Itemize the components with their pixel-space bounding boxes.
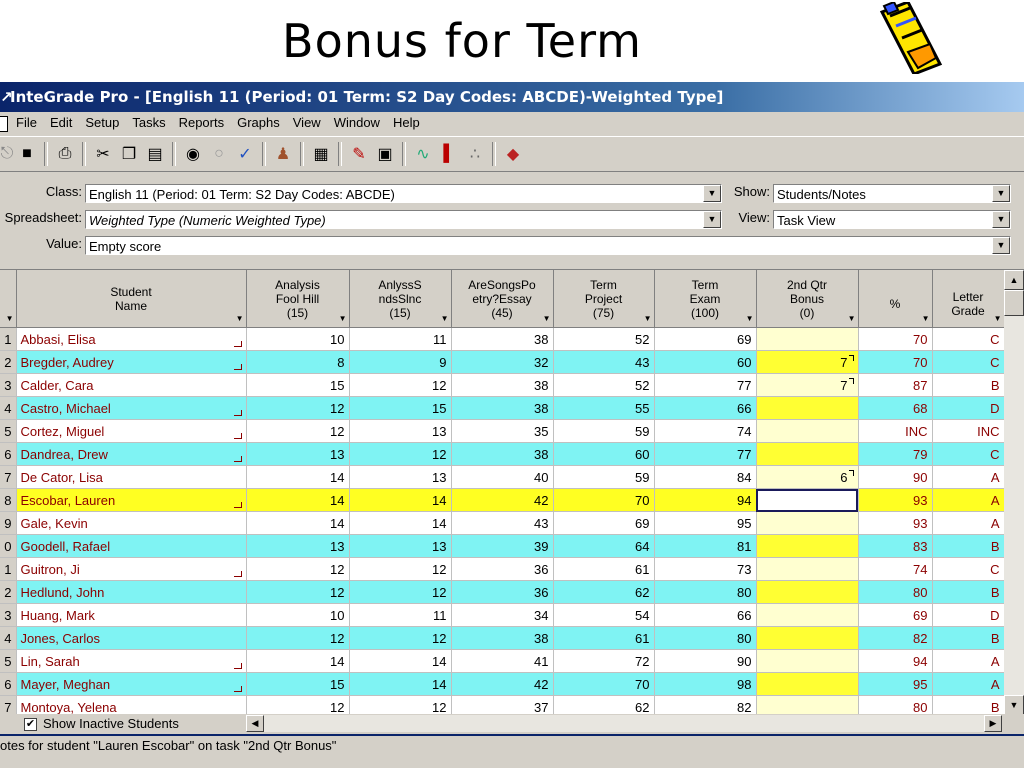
student-name-cell[interactable]: Guitron, Ji <box>16 558 246 581</box>
row-number: 1 <box>0 558 16 581</box>
paste-icon[interactable]: ▤ <box>147 146 163 163</box>
spreadsheet-value: Weighted Type (Numeric Weighted Type) <box>89 213 326 228</box>
toolbar <box>0 136 1024 172</box>
eraser-icon[interactable]: ◆ <box>506 146 520 163</box>
row-number: 6 <box>0 443 16 466</box>
score-cell-term-project[interactable]: 54 <box>553 604 654 627</box>
open-icon[interactable]: ⎋ <box>0 145 14 162</box>
letter-grade-cell: C <box>932 351 1004 374</box>
letter-grade-cell: B <box>932 581 1004 604</box>
window-titlebar[interactable] <box>0 82 1024 112</box>
score-cell-analysis-fool-hill[interactable]: 12 <box>246 397 349 420</box>
score-cell-anlyss-sndsslnc[interactable]: 12 <box>349 581 451 604</box>
score-cell-are-songs-poetry-essay[interactable]: 38 <box>451 627 553 650</box>
scatter-graph-icon[interactable]: ∴ <box>469 146 481 163</box>
percent-cell: 87 <box>858 374 932 397</box>
score-cell-2nd-qtr-bonus[interactable] <box>756 512 858 535</box>
score-cell-2nd-qtr-bonus[interactable] <box>756 397 858 420</box>
score-cell-are-songs-poetry-essay[interactable]: 32 <box>451 351 553 374</box>
percent-cell: 68 <box>858 397 932 420</box>
score-cell-anlyss-sndsslnc[interactable]: 14 <box>349 673 451 696</box>
column-header-term-exam[interactable]: Term Exam (100) ▼ <box>654 270 756 328</box>
find-icon[interactable]: ◉ <box>186 146 200 163</box>
letter-grade-cell: C <box>932 328 1004 351</box>
table-row[interactable] <box>0 397 1004 420</box>
show-value: Students/Notes <box>777 187 866 202</box>
menu-window[interactable]: Window <box>333 115 380 130</box>
row-number: 2 <box>0 351 16 374</box>
column-header-term-project[interactable]: Term Project (75) ▼ <box>553 270 654 328</box>
score-cell-term-exam[interactable]: 66 <box>654 397 756 420</box>
letter-grade-cell: B <box>932 374 1004 397</box>
score-cell-anlyss-sndsslnc[interactable]: 14 <box>349 489 451 512</box>
copy-icon[interactable]: ❐ <box>121 146 137 163</box>
toolbar-separator <box>300 142 304 166</box>
student-name-cell[interactable]: Lin, Sarah <box>16 650 246 673</box>
score-cell-are-songs-poetry-essay[interactable]: 36 <box>451 581 553 604</box>
note-indicator-icon <box>234 456 242 462</box>
table-row[interactable] <box>0 535 1004 558</box>
score-cell-are-songs-poetry-essay[interactable]: 42 <box>451 489 553 512</box>
note-indicator-icon <box>234 502 242 508</box>
score-cell-term-project[interactable]: 59 <box>553 466 654 489</box>
column-header-analysis-fool-hill[interactable]: Analysis Fool Hill (15) ▼ <box>246 270 349 328</box>
letter-grade-cell: D <box>932 604 1004 627</box>
grid-icon[interactable]: ▦ <box>313 146 329 163</box>
table-row[interactable] <box>0 443 1004 466</box>
score-cell-anlyss-sndsslnc[interactable]: 12 <box>349 443 451 466</box>
column-header-letter-grade[interactable]: Letter Grade ▼ <box>932 270 1004 328</box>
score-cell-2nd-qtr-bonus[interactable] <box>756 420 858 443</box>
students-icon[interactable]: ♟ <box>275 146 291 163</box>
table-row[interactable] <box>0 673 1004 696</box>
class-label: Class: <box>45 184 82 199</box>
score-cell-analysis-fool-hill[interactable]: 15 <box>246 673 349 696</box>
score-cell-analysis-fool-hill[interactable]: 12 <box>246 420 349 443</box>
status-bar <box>0 734 1024 756</box>
score-cell-2nd-qtr-bonus[interactable] <box>756 558 858 581</box>
score-cell-are-songs-poetry-essay[interactable]: 38 <box>451 443 553 466</box>
menu-graphs[interactable]: Graphs <box>237 115 280 130</box>
table-row[interactable] <box>0 466 1004 489</box>
student-name-cell[interactable]: Calder, Cara <box>16 374 246 397</box>
app-icon: ↗ <box>0 88 13 106</box>
score-cell-analysis-fool-hill[interactable]: 14 <box>246 512 349 535</box>
score-cell-2nd-qtr-bonus[interactable] <box>756 489 858 512</box>
table-row[interactable] <box>0 351 1004 374</box>
table-row[interactable] <box>0 627 1004 650</box>
sort-arrow-icon: ▼ <box>235 314 244 323</box>
chevron-down-icon[interactable]: ▼ <box>703 185 721 202</box>
class-combo[interactable] <box>85 184 722 203</box>
column-header-are-songs-poetry-essay[interactable]: AreSongsPo etry?Essay (45) ▼ <box>451 270 553 328</box>
percent-cell: 93 <box>858 489 932 512</box>
score-cell-term-project[interactable]: 43 <box>553 351 654 374</box>
score-cell-term-project[interactable]: 60 <box>553 443 654 466</box>
score-cell-2nd-qtr-bonus[interactable] <box>756 443 858 466</box>
table-row[interactable] <box>0 581 1004 604</box>
slide-title: Bonus for Term <box>282 14 642 68</box>
score-cell-anlyss-sndsslnc[interactable]: 14 <box>349 512 451 535</box>
note-indicator-icon <box>234 364 242 370</box>
column-header-student-name[interactable]: Student Name ▼ <box>16 270 246 328</box>
student-name-cell[interactable]: Huang, Mark <box>16 604 246 627</box>
menu-bar <box>0 112 1024 134</box>
sort-arrow-icon: ▼ <box>921 314 930 323</box>
score-cell-2nd-qtr-bonus[interactable]: 7 <box>756 351 858 374</box>
score-cell-anlyss-sndsslnc[interactable]: 9 <box>349 351 451 374</box>
student-name-cell[interactable]: Goodell, Rafael <box>16 535 246 558</box>
score-cell-term-exam[interactable]: 82 <box>654 696 756 719</box>
percent-cell: 82 <box>858 627 932 650</box>
score-cell-are-songs-poetry-essay[interactable]: 38 <box>451 397 553 420</box>
toolbar-separator <box>402 142 406 166</box>
new-task-icon[interactable]: ✎ <box>352 146 366 163</box>
table-row[interactable] <box>0 328 1004 351</box>
find-next-icon[interactable]: ○ <box>214 145 224 162</box>
score-cell-analysis-fool-hill[interactable]: 13 <box>246 535 349 558</box>
column-header-anlyss-sndsslnc[interactable]: AnlyssS ndsSlnc (15) ▼ <box>349 270 451 328</box>
score-cell-are-songs-poetry-essay[interactable]: 38 <box>451 374 553 397</box>
letter-grade-cell: B <box>932 535 1004 558</box>
document-icon[interactable] <box>0 116 8 132</box>
sort-arrow-icon: ▼ <box>440 314 449 323</box>
selector-panel <box>0 180 1024 266</box>
comment-indicator-icon <box>849 355 854 361</box>
score-cell-analysis-fool-hill[interactable]: 14 <box>246 489 349 512</box>
chevron-down-icon[interactable]: ▼ <box>992 211 1010 228</box>
bar-graph-icon[interactable]: ▌ <box>443 145 455 162</box>
letter-grade-cell: A <box>932 466 1004 489</box>
table-row[interactable] <box>0 558 1004 581</box>
student-name-cell[interactable]: Montoya, Yelena <box>16 696 246 719</box>
student-name-cell[interactable]: De Cator, Lisa <box>16 466 246 489</box>
score-cell-term-project[interactable]: 72 <box>553 650 654 673</box>
menu-file[interactable]: File <box>16 115 37 130</box>
toolbar-separator <box>172 142 176 166</box>
student-name-cell[interactable]: Bregder, Audrey <box>16 351 246 374</box>
row-number: 5 <box>0 650 16 673</box>
score-cell-are-songs-poetry-essay[interactable]: 34 <box>451 604 553 627</box>
spell-check-icon[interactable]: ✓ <box>238 146 252 163</box>
score-cell-analysis-fool-hill[interactable]: 8 <box>246 351 349 374</box>
letter-grade-cell: A <box>932 512 1004 535</box>
score-cell-analysis-fool-hill[interactable]: 12 <box>246 581 349 604</box>
score-cell-are-songs-poetry-essay[interactable]: 40 <box>451 466 553 489</box>
note-indicator-icon <box>234 663 242 669</box>
score-cell-term-exam[interactable]: 98 <box>654 673 756 696</box>
score-cell-anlyss-sndsslnc[interactable]: 15 <box>349 397 451 420</box>
row-number: 4 <box>0 627 16 650</box>
window-title: InteGrade Pro - [English 11 (Period: 01 Term: S2 Day Codes: ABCDE)-Weighted Type] <box>10 88 724 106</box>
letter-grade-cell: INC <box>932 420 1004 443</box>
score-cell-term-exam[interactable]: 95 <box>654 512 756 535</box>
score-cell-2nd-qtr-bonus[interactable] <box>756 604 858 627</box>
value-label: Value: <box>46 236 82 251</box>
student-name-cell[interactable]: Gale, Kevin <box>16 512 246 535</box>
score-cell-term-exam[interactable]: 77 <box>654 374 756 397</box>
percent-cell: 74 <box>858 558 932 581</box>
score-cell-2nd-qtr-bonus[interactable]: 6 <box>756 466 858 489</box>
value-value: Empty score <box>89 239 162 254</box>
score-cell-anlyss-sndsslnc[interactable]: 12 <box>349 696 451 719</box>
sort-arrow-icon: ▼ <box>847 314 856 323</box>
edit-task-icon[interactable]: ▣ <box>377 146 393 163</box>
toolbar-separator <box>492 142 496 166</box>
percent-cell: 80 <box>858 581 932 604</box>
score-cell-term-project[interactable]: 52 <box>553 374 654 397</box>
sort-arrow-icon: ▼ <box>745 314 754 323</box>
score-cell-term-exam[interactable]: 80 <box>654 627 756 650</box>
score-cell-2nd-qtr-bonus[interactable] <box>756 581 858 604</box>
percent-cell: 94 <box>858 650 932 673</box>
comment-indicator-icon <box>849 470 854 476</box>
letter-grade-cell: C <box>932 558 1004 581</box>
score-cell-term-exam[interactable]: 94 <box>654 489 756 512</box>
score-cell-term-exam[interactable]: 60 <box>654 351 756 374</box>
checkbox-check-icon[interactable]: ✔ <box>25 718 36 731</box>
percent-cell: 70 <box>858 328 932 351</box>
score-cell-2nd-qtr-bonus[interactable] <box>756 627 858 650</box>
view-label: View: <box>738 210 770 225</box>
table-row[interactable] <box>0 489 1004 512</box>
line-graph-icon[interactable]: ∿ <box>416 146 430 163</box>
row-number: 1 <box>0 328 16 351</box>
show-inactive-label: Show Inactive Students <box>43 716 179 731</box>
scroll-thumb[interactable] <box>1004 290 1024 316</box>
score-cell-term-exam[interactable]: 74 <box>654 420 756 443</box>
score-cell-term-project[interactable]: 62 <box>553 696 654 719</box>
toolbar-separator <box>82 142 86 166</box>
score-cell-anlyss-sndsslnc[interactable]: 13 <box>349 466 451 489</box>
bottom-bar <box>0 714 1024 734</box>
show-inactive-checkbox[interactable] <box>24 716 179 731</box>
score-cell-analysis-fool-hill[interactable]: 12 <box>246 627 349 650</box>
score-cell-term-exam[interactable]: 90 <box>654 650 756 673</box>
score-cell-term-project[interactable]: 70 <box>553 489 654 512</box>
score-cell-are-songs-poetry-essay[interactable]: 41 <box>451 650 553 673</box>
score-cell-analysis-fool-hill[interactable]: 10 <box>246 328 349 351</box>
score-cell-anlyss-sndsslnc[interactable]: 14 <box>349 650 451 673</box>
percent-cell: 95 <box>858 673 932 696</box>
score-cell-analysis-fool-hill[interactable]: 13 <box>246 443 349 466</box>
score-cell-term-project[interactable]: 59 <box>553 420 654 443</box>
sort-arrow-icon: ▼ <box>338 314 347 323</box>
sort-arrow-icon: ▼ <box>643 314 652 323</box>
score-cell-term-exam[interactable]: 73 <box>654 558 756 581</box>
score-cell-analysis-fool-hill[interactable]: 14 <box>246 650 349 673</box>
scroll-down-icon[interactable]: ▼ <box>1004 695 1024 715</box>
spreadsheet-label: Spreadsheet: <box>4 210 82 225</box>
score-cell-analysis-fool-hill[interactable]: 15 <box>246 374 349 397</box>
toolbar-separator <box>338 142 342 166</box>
scroll-up-icon[interactable]: ▲ <box>1004 270 1024 290</box>
score-cell-term-exam[interactable]: 81 <box>654 535 756 558</box>
letter-grade-cell: B <box>932 627 1004 650</box>
score-cell-term-project[interactable]: 64 <box>553 535 654 558</box>
chevron-down-icon[interactable]: ▼ <box>992 237 1010 254</box>
score-cell-term-exam[interactable]: 66 <box>654 604 756 627</box>
letter-grade-cell: C <box>932 443 1004 466</box>
student-name-cell[interactable]: Abbasi, Elisa <box>16 328 246 351</box>
percent-cell: INC <box>858 420 932 443</box>
column-header-percent[interactable]: % ▼ <box>858 270 932 328</box>
score-cell-term-project[interactable]: 62 <box>553 581 654 604</box>
score-cell-term-exam[interactable]: 77 <box>654 443 756 466</box>
horizontal-scrollbar[interactable] <box>246 715 1002 732</box>
score-cell-2nd-qtr-bonus[interactable] <box>756 650 858 673</box>
show-combo[interactable] <box>773 184 1011 203</box>
header-row <box>0 270 1004 328</box>
percent-cell: 83 <box>858 535 932 558</box>
score-cell-anlyss-sndsslnc[interactable]: 13 <box>349 420 451 443</box>
score-cell-term-exam[interactable]: 69 <box>654 328 756 351</box>
score-cell-are-songs-poetry-essay[interactable]: 38 <box>451 328 553 351</box>
note-indicator-icon <box>234 410 242 416</box>
score-cell-2nd-qtr-bonus[interactable] <box>756 328 858 351</box>
table-row[interactable] <box>0 650 1004 673</box>
note-indicator-icon <box>234 433 242 439</box>
score-cell-analysis-fool-hill[interactable]: 14 <box>246 466 349 489</box>
table-row[interactable] <box>0 420 1004 443</box>
row-header-corner: ▼ <box>0 270 16 328</box>
percent-cell: 70 <box>858 351 932 374</box>
value-combo[interactable] <box>85 236 1011 255</box>
gradebook-table <box>0 270 1005 719</box>
letter-grade-cell: D <box>932 397 1004 420</box>
score-cell-term-exam[interactable]: 80 <box>654 581 756 604</box>
save-icon[interactable]: ■ <box>22 145 32 162</box>
menu-reports[interactable]: Reports <box>178 115 225 130</box>
score-cell-are-songs-poetry-essay[interactable]: 36 <box>451 558 553 581</box>
row-number: 5 <box>0 420 16 443</box>
letter-grade-cell: A <box>932 673 1004 696</box>
score-cell-term-project[interactable]: 61 <box>553 558 654 581</box>
score-cell-anlyss-sndsslnc[interactable]: 13 <box>349 535 451 558</box>
row-number: 3 <box>0 374 16 397</box>
score-cell-term-project[interactable]: 69 <box>553 512 654 535</box>
print-icon[interactable]: ⎙ <box>58 145 72 162</box>
chevron-down-icon[interactable]: ▼ <box>703 211 721 228</box>
percent-cell: 90 <box>858 466 932 489</box>
student-name-cell[interactable]: Escobar, Lauren <box>16 489 246 512</box>
table-row[interactable] <box>0 512 1004 535</box>
row-number: 0 <box>0 535 16 558</box>
menu-help[interactable]: Help <box>392 115 420 130</box>
student-name-cell[interactable]: Dandrea, Drew <box>16 443 246 466</box>
column-header-2nd-qtr-bonus[interactable]: 2nd Qtr Bonus (0) ▼ <box>756 270 858 328</box>
student-name-cell[interactable]: Jones, Carlos <box>16 627 246 650</box>
status-text: otes for student "Lauren Escobar" on task "2nd Qtr Bonus" <box>0 738 337 753</box>
score-cell-anlyss-sndsslnc[interactable]: 12 <box>349 627 451 650</box>
view-combo[interactable] <box>773 210 1011 229</box>
score-cell-analysis-fool-hill[interactable]: 10 <box>246 604 349 627</box>
menu-setup[interactable]: Setup <box>85 115 120 130</box>
spreadsheet-combo[interactable] <box>85 210 722 229</box>
integrade-window <box>0 82 1024 768</box>
score-cell-term-project[interactable]: 61 <box>553 627 654 650</box>
table-row[interactable] <box>0 374 1004 397</box>
score-cell-anlyss-sndsslnc[interactable]: 11 <box>349 328 451 351</box>
grid-body <box>0 328 1004 719</box>
score-cell-analysis-fool-hill[interactable]: 12 <box>246 696 349 719</box>
score-cell-anlyss-sndsslnc[interactable]: 12 <box>349 374 451 397</box>
pencil-notepad-clipart <box>860 2 950 74</box>
cut-icon[interactable]: ✂ <box>96 146 110 163</box>
scroll-left-icon[interactable]: ◀ <box>246 715 264 732</box>
percent-cell: 93 <box>858 512 932 535</box>
row-number: 8 <box>0 489 16 512</box>
note-indicator-icon <box>234 341 242 347</box>
score-cell-term-exam[interactable]: 84 <box>654 466 756 489</box>
chevron-down-icon[interactable]: ▼ <box>992 185 1010 202</box>
toolbar-separator <box>44 142 48 166</box>
sort-arrow-icon: ▼ <box>542 314 551 323</box>
score-cell-analysis-fool-hill[interactable]: 12 <box>246 558 349 581</box>
row-number: 9 <box>0 512 16 535</box>
row-number: 7 <box>0 466 16 489</box>
row-number: 3 <box>0 604 16 627</box>
student-name-cell[interactable]: Mayer, Meghan <box>16 673 246 696</box>
show-label: Show: <box>733 184 770 199</box>
row-number: 2 <box>0 581 16 604</box>
score-cell-term-project[interactable]: 52 <box>553 328 654 351</box>
percent-cell: 80 <box>858 696 932 719</box>
score-cell-are-songs-poetry-essay[interactable]: 35 <box>451 420 553 443</box>
score-cell-are-songs-poetry-essay[interactable]: 37 <box>451 696 553 719</box>
table-row[interactable] <box>0 604 1004 627</box>
student-name-cell[interactable]: Cortez, Miguel <box>16 420 246 443</box>
gradebook-grid <box>0 269 1024 715</box>
toolbar-separator <box>262 142 266 166</box>
score-cell-are-songs-poetry-essay[interactable]: 42 <box>451 673 553 696</box>
comment-indicator-icon <box>849 378 854 384</box>
score-cell-2nd-qtr-bonus[interactable] <box>756 535 858 558</box>
score-cell-anlyss-sndsslnc[interactable]: 12 <box>349 558 451 581</box>
menu-tasks[interactable]: Tasks <box>132 115 166 130</box>
score-cell-are-songs-poetry-essay[interactable]: 39 <box>451 535 553 558</box>
sort-arrow-icon: ▼ <box>993 314 1002 323</box>
view-value: Task View <box>777 213 836 228</box>
letter-grade-cell: A <box>932 650 1004 673</box>
score-cell-anlyss-sndsslnc[interactable]: 11 <box>349 604 451 627</box>
vertical-scrollbar[interactable] <box>1004 270 1024 715</box>
score-cell-are-songs-poetry-essay[interactable]: 43 <box>451 512 553 535</box>
percent-cell: 69 <box>858 604 932 627</box>
letter-grade-cell: A <box>932 489 1004 512</box>
menu-view[interactable]: View <box>292 115 321 130</box>
note-indicator-icon <box>234 571 242 577</box>
score-cell-2nd-qtr-bonus[interactable] <box>756 673 858 696</box>
menu-edit[interactable]: Edit <box>49 115 73 130</box>
row-number: 6 <box>0 673 16 696</box>
letter-grade-cell: B <box>932 696 1004 719</box>
student-name-cell[interactable]: Castro, Michael <box>16 397 246 420</box>
student-name-cell[interactable]: Hedlund, John <box>16 581 246 604</box>
scroll-right-icon[interactable]: ▶ <box>984 715 1002 732</box>
score-cell-term-project[interactable]: 55 <box>553 397 654 420</box>
row-number: 7 <box>0 696 16 719</box>
class-value: English 11 (Period: 01 Term: S2 Day Codes: ABCDE) <box>89 187 395 202</box>
score-cell-2nd-qtr-bonus[interactable]: 7 <box>756 374 858 397</box>
score-cell-term-project[interactable]: 70 <box>553 673 654 696</box>
note-indicator-icon <box>234 686 242 692</box>
row-number: 4 <box>0 397 16 420</box>
percent-cell: 79 <box>858 443 932 466</box>
